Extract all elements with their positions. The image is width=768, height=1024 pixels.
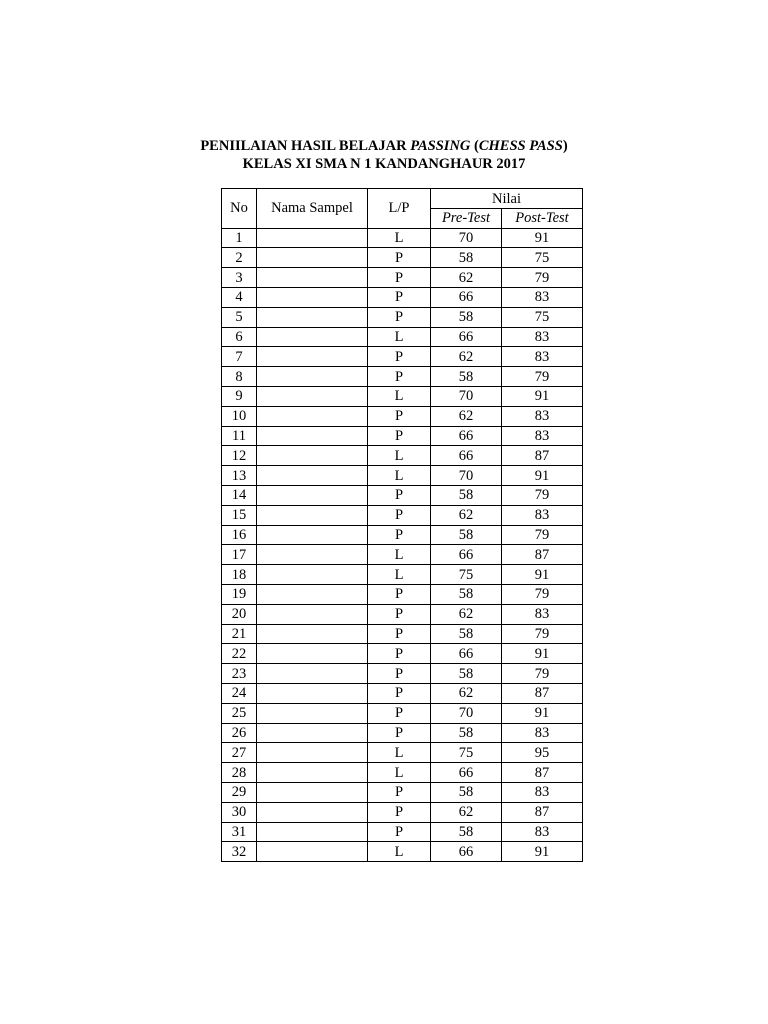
cell-pre-test: 66 bbox=[431, 327, 502, 347]
cell-no: 17 bbox=[222, 545, 257, 565]
header-pre-test: Pre-Test bbox=[431, 208, 502, 228]
cell-no: 23 bbox=[222, 664, 257, 684]
table-row bbox=[222, 505, 583, 525]
table-row bbox=[222, 347, 583, 367]
cell-lp: P bbox=[368, 782, 431, 802]
cell-name bbox=[257, 446, 368, 466]
table-body bbox=[222, 228, 583, 862]
cell-no: 13 bbox=[222, 466, 257, 486]
cell-post-test: 79 bbox=[502, 485, 583, 505]
cell-no: 28 bbox=[222, 763, 257, 783]
cell-name bbox=[257, 842, 368, 862]
cell-no: 30 bbox=[222, 802, 257, 822]
table-row bbox=[222, 782, 583, 802]
cell-pre-test: 62 bbox=[431, 347, 502, 367]
title-mid: ( bbox=[470, 138, 479, 154]
cell-post-test: 83 bbox=[502, 347, 583, 367]
cell-lp: P bbox=[368, 287, 431, 307]
cell-name bbox=[257, 228, 368, 248]
cell-lp: L bbox=[368, 743, 431, 763]
cell-pre-test: 58 bbox=[431, 367, 502, 387]
cell-name bbox=[257, 406, 368, 426]
cell-lp: P bbox=[368, 406, 431, 426]
cell-pre-test: 62 bbox=[431, 604, 502, 624]
table-row bbox=[222, 703, 583, 723]
cell-post-test: 83 bbox=[502, 426, 583, 446]
cell-pre-test: 66 bbox=[431, 644, 502, 664]
cell-name bbox=[257, 248, 368, 268]
cell-post-test: 83 bbox=[502, 822, 583, 842]
cell-name bbox=[257, 525, 368, 545]
cell-post-test: 87 bbox=[502, 802, 583, 822]
table-row bbox=[222, 802, 583, 822]
cell-lp: P bbox=[368, 604, 431, 624]
cell-no: 5 bbox=[222, 307, 257, 327]
cell-post-test: 87 bbox=[502, 763, 583, 783]
cell-no: 18 bbox=[222, 565, 257, 585]
cell-no: 7 bbox=[222, 347, 257, 367]
cell-post-test: 95 bbox=[502, 743, 583, 763]
cell-lp: P bbox=[368, 505, 431, 525]
cell-pre-test: 66 bbox=[431, 763, 502, 783]
cell-pre-test: 66 bbox=[431, 446, 502, 466]
cell-lp: P bbox=[368, 584, 431, 604]
cell-no: 24 bbox=[222, 683, 257, 703]
table-row bbox=[222, 565, 583, 585]
table-row bbox=[222, 268, 583, 288]
cell-pre-test: 75 bbox=[431, 743, 502, 763]
table-row bbox=[222, 426, 583, 446]
cell-pre-test: 58 bbox=[431, 723, 502, 743]
cell-pre-test: 75 bbox=[431, 565, 502, 585]
cell-no: 19 bbox=[222, 584, 257, 604]
cell-name bbox=[257, 604, 368, 624]
cell-pre-test: 66 bbox=[431, 287, 502, 307]
cell-no: 14 bbox=[222, 485, 257, 505]
cell-post-test: 87 bbox=[502, 683, 583, 703]
cell-pre-test: 62 bbox=[431, 683, 502, 703]
cell-no: 25 bbox=[222, 703, 257, 723]
cell-pre-test: 58 bbox=[431, 624, 502, 644]
cell-no: 20 bbox=[222, 604, 257, 624]
cell-post-test: 83 bbox=[502, 327, 583, 347]
table-row bbox=[222, 327, 583, 347]
table-row bbox=[222, 406, 583, 426]
cell-name bbox=[257, 426, 368, 446]
table-row bbox=[222, 367, 583, 387]
cell-lp: L bbox=[368, 565, 431, 585]
cell-name bbox=[257, 802, 368, 822]
cell-post-test: 75 bbox=[502, 248, 583, 268]
cell-post-test: 91 bbox=[502, 228, 583, 248]
title-suffix: ) bbox=[562, 138, 568, 154]
cell-name bbox=[257, 367, 368, 387]
cell-lp: P bbox=[368, 723, 431, 743]
cell-lp: L bbox=[368, 466, 431, 486]
cell-name bbox=[257, 624, 368, 644]
header-no: No bbox=[222, 189, 257, 229]
title-prefix: PENIILAIAN HASIL BELAJAR bbox=[200, 138, 411, 154]
table-row bbox=[222, 683, 583, 703]
table-row bbox=[222, 466, 583, 486]
cell-name bbox=[257, 287, 368, 307]
cell-name bbox=[257, 386, 368, 406]
cell-name bbox=[257, 327, 368, 347]
cell-name bbox=[257, 683, 368, 703]
cell-name bbox=[257, 664, 368, 684]
table-row bbox=[222, 287, 583, 307]
cell-post-test: 87 bbox=[502, 545, 583, 565]
cell-pre-test: 70 bbox=[431, 466, 502, 486]
cell-lp: P bbox=[368, 485, 431, 505]
cell-lp: L bbox=[368, 386, 431, 406]
table-row bbox=[222, 842, 583, 862]
cell-post-test: 91 bbox=[502, 703, 583, 723]
cell-pre-test: 62 bbox=[431, 406, 502, 426]
table-row bbox=[222, 525, 583, 545]
cell-lp: P bbox=[368, 644, 431, 664]
cell-lp: P bbox=[368, 822, 431, 842]
cell-lp: L bbox=[368, 228, 431, 248]
cell-name bbox=[257, 584, 368, 604]
cell-no: 21 bbox=[222, 624, 257, 644]
cell-name bbox=[257, 644, 368, 664]
cell-pre-test: 66 bbox=[431, 545, 502, 565]
cell-pre-test: 62 bbox=[431, 505, 502, 525]
cell-no: 12 bbox=[222, 446, 257, 466]
table-row bbox=[222, 822, 583, 842]
cell-post-test: 75 bbox=[502, 307, 583, 327]
cell-pre-test: 58 bbox=[431, 822, 502, 842]
cell-post-test: 83 bbox=[502, 505, 583, 525]
table-row bbox=[222, 307, 583, 327]
cell-no: 11 bbox=[222, 426, 257, 446]
title-italic-chess-pass: CHESS PASS bbox=[478, 138, 563, 154]
document-subtitle: KELAS XI SMA N 1 KANDANGHAUR 2017 bbox=[242, 156, 526, 172]
cell-name bbox=[257, 763, 368, 783]
cell-post-test: 79 bbox=[502, 367, 583, 387]
header-post-test: Post-Test bbox=[502, 208, 583, 228]
cell-lp: P bbox=[368, 367, 431, 387]
table-row bbox=[222, 763, 583, 783]
cell-no: 10 bbox=[222, 406, 257, 426]
cell-name bbox=[257, 565, 368, 585]
cell-lp: P bbox=[368, 426, 431, 446]
cell-post-test: 87 bbox=[502, 446, 583, 466]
cell-name bbox=[257, 703, 368, 723]
cell-pre-test: 70 bbox=[431, 386, 502, 406]
cell-post-test: 91 bbox=[502, 565, 583, 585]
cell-post-test: 83 bbox=[502, 287, 583, 307]
cell-pre-test: 58 bbox=[431, 307, 502, 327]
cell-lp: L bbox=[368, 545, 431, 565]
cell-lp: P bbox=[368, 347, 431, 367]
cell-lp: P bbox=[368, 268, 431, 288]
cell-name bbox=[257, 347, 368, 367]
cell-no: 27 bbox=[222, 743, 257, 763]
cell-post-test: 83 bbox=[502, 406, 583, 426]
cell-pre-test: 62 bbox=[431, 802, 502, 822]
table-row bbox=[222, 624, 583, 644]
cell-pre-test: 66 bbox=[431, 842, 502, 862]
cell-post-test: 79 bbox=[502, 268, 583, 288]
table-row bbox=[222, 228, 583, 248]
cell-no: 26 bbox=[222, 723, 257, 743]
cell-no: 9 bbox=[222, 386, 257, 406]
cell-no: 1 bbox=[222, 228, 257, 248]
cell-post-test: 83 bbox=[502, 782, 583, 802]
cell-no: 8 bbox=[222, 367, 257, 387]
cell-no: 31 bbox=[222, 822, 257, 842]
cell-lp: P bbox=[368, 683, 431, 703]
cell-pre-test: 58 bbox=[431, 584, 502, 604]
cell-post-test: 83 bbox=[502, 604, 583, 624]
cell-lp: L bbox=[368, 446, 431, 466]
cell-post-test: 79 bbox=[502, 624, 583, 644]
title-italic-passing: PASSING bbox=[410, 138, 471, 154]
cell-name bbox=[257, 782, 368, 802]
cell-no: 15 bbox=[222, 505, 257, 525]
header-nilai: Nilai bbox=[431, 189, 583, 209]
document-title bbox=[0, 137, 768, 155]
table-row bbox=[222, 386, 583, 406]
cell-lp: P bbox=[368, 802, 431, 822]
cell-post-test: 91 bbox=[502, 644, 583, 664]
cell-lp: L bbox=[368, 763, 431, 783]
cell-name bbox=[257, 822, 368, 842]
cell-lp: P bbox=[368, 664, 431, 684]
cell-no: 29 bbox=[222, 782, 257, 802]
cell-lp: P bbox=[368, 525, 431, 545]
cell-pre-test: 62 bbox=[431, 268, 502, 288]
cell-pre-test: 58 bbox=[431, 664, 502, 684]
cell-post-test: 79 bbox=[502, 525, 583, 545]
table-row bbox=[222, 584, 583, 604]
cell-name bbox=[257, 485, 368, 505]
cell-post-test: 91 bbox=[502, 842, 583, 862]
cell-lp: P bbox=[368, 703, 431, 723]
cell-post-test: 91 bbox=[502, 386, 583, 406]
cell-lp: L bbox=[368, 842, 431, 862]
table-row bbox=[222, 664, 583, 684]
table-row bbox=[222, 644, 583, 664]
table-row bbox=[222, 723, 583, 743]
cell-lp: P bbox=[368, 248, 431, 268]
cell-post-test: 83 bbox=[502, 723, 583, 743]
cell-name bbox=[257, 545, 368, 565]
header-lp: L/P bbox=[368, 189, 431, 229]
cell-lp: P bbox=[368, 624, 431, 644]
cell-pre-test: 70 bbox=[431, 228, 502, 248]
cell-name bbox=[257, 743, 368, 763]
cell-pre-test: 58 bbox=[431, 782, 502, 802]
cell-pre-test: 58 bbox=[431, 525, 502, 545]
cell-pre-test: 58 bbox=[431, 248, 502, 268]
cell-no: 4 bbox=[222, 287, 257, 307]
cell-no: 3 bbox=[222, 268, 257, 288]
cell-name bbox=[257, 505, 368, 525]
cell-pre-test: 58 bbox=[431, 485, 502, 505]
table-row bbox=[222, 446, 583, 466]
header-name: Nama Sampel bbox=[257, 189, 368, 229]
table-row bbox=[222, 248, 583, 268]
cell-pre-test: 70 bbox=[431, 703, 502, 723]
cell-post-test: 79 bbox=[502, 664, 583, 684]
cell-pre-test: 66 bbox=[431, 426, 502, 446]
scores-table bbox=[221, 188, 583, 862]
table-row bbox=[222, 485, 583, 505]
cell-no: 2 bbox=[222, 248, 257, 268]
cell-no: 32 bbox=[222, 842, 257, 862]
table-row bbox=[222, 743, 583, 763]
cell-name bbox=[257, 307, 368, 327]
table-row bbox=[222, 545, 583, 565]
cell-name bbox=[257, 723, 368, 743]
cell-post-test: 91 bbox=[502, 466, 583, 486]
cell-post-test: 79 bbox=[502, 584, 583, 604]
cell-lp: L bbox=[368, 327, 431, 347]
cell-no: 6 bbox=[222, 327, 257, 347]
cell-no: 16 bbox=[222, 525, 257, 545]
cell-name bbox=[257, 268, 368, 288]
cell-name bbox=[257, 466, 368, 486]
cell-lp: P bbox=[368, 307, 431, 327]
cell-no: 22 bbox=[222, 644, 257, 664]
table-row bbox=[222, 604, 583, 624]
